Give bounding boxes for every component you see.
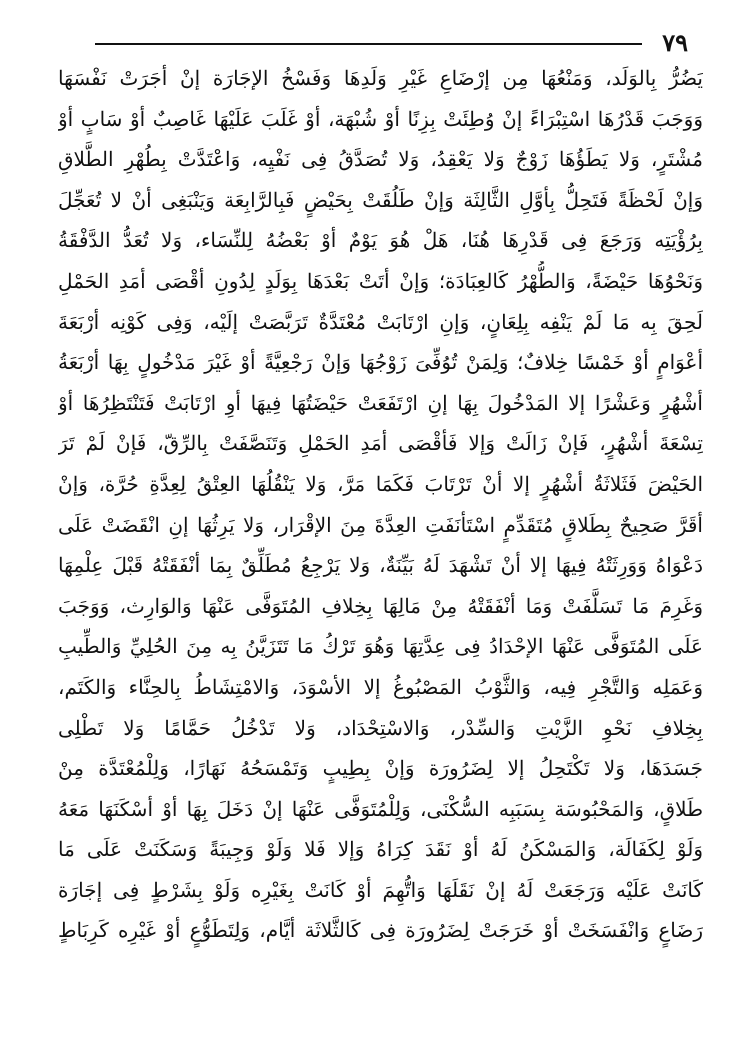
header-rule <box>95 43 642 45</box>
text-line: طَلاقٍ، وَالمَحْبُوسَة بِسَبَبِه السُّكْنَى، وَلِلْمُتَوَفَّى عَنْهَا إنْ دَخَلَ بِهَا أوْ أسْكَنَهَا مَعَهُ <box>58 796 703 821</box>
body-text <box>58 58 703 1018</box>
text-line: وَلَوْ لِكَفَالَة، وَالمَسْكَنُ لَهُ أوْ نَقَدَ كِرَاهُ وَإلا فَلا وَلَوْ وَجِيبَةً وَسَكَنَتْ عَلَى مَا <box>58 837 703 862</box>
text-line: رَضَاعٍ وَانْفَسَخَتْ أوْ خَرَجَتْ لِضَرُورَة فِى كَالثَّلاثَة أيَّام، وَلِتَطَوُّعٍ أوْ غَيْرِه كَرِبَاطٍ <box>58 918 703 943</box>
text-line: وَعَمَلِه وَالتَّجْرِ فِيه، وَالثَّوْبُ المَصْبُوغُ إلا الأسْوَدَ، وَالامْتِشَاطُ بِالحِنَّاء وَالكَتَم، <box>58 674 703 699</box>
text-line: جَسَدَهَا، وَلا تَكْتَحِلُ إلا لِضَرُورَة وَإنْ بِطِيبٍ وَتَمْسَحُهُ نَهَارًا، وَلِلْمُعْتَدَّة مِنْ <box>58 756 703 781</box>
text-line: وَغَرِمَ مَا تَسَلَّفَتْ وَمَا أنْفَقَتْهُ مِنْ مَالِهَا بِخِلافِ المُتَوَفَّى عَنْهَا وَالوَارِث، وَوَجَبَ <box>58 593 703 618</box>
text-line: مُشْتَرٍ، وَلا يَطَؤُهَا زَوْجٌ وَلا يَعْقِدُ، وَلا تُصَدَّقُ فِى نَفْيِه، وَاعْتَدَّتْ بِطُهْرِ الطَّلاقِ <box>58 147 703 172</box>
page-header <box>95 26 688 60</box>
text-line: أشْهُرٍ وَعَشْرًا إلا المَدْخُولَ بِهَا إنِ ارْتَفَعَتْ حَيْضَتُهَا فِيهَا أوِ ارْتَابَتْ فَتَنْتَظِرُهَا أوْ <box>58 390 703 415</box>
text-line: دَعْوَاهُ وَوَرِثَتْهُ فِيهَا إلا أنْ تَشْهَدَ لَهُ بَيِّنَةٌ، وَلا يَرْجِعُ مُطَلِّقٌ بِمَا أنْفَقَتْهُ قَبْلَ عِلْمِهَا <box>58 553 703 578</box>
text-line: عَلَى المُتَوَفَّى عَنْهَا الإحْدَادُ فِى عِدَّتِهَا وَهُوَ تَرْكُ مَا تَتَزَيَّنُ بِه مِنَ الحُلِيِّ وَالطِّيبِ <box>58 634 703 659</box>
text-line: أعْوَامٍ أوْ خَمْسًا خِلافٌ؛ وَلِمَنْ تُوُفِّىَ زَوْجُهَا وَإنْ رَجْعِيَّةً أوْ غَيْرَ مَدْخُولٍ بِهَا أرْبَعَةُ <box>58 350 703 375</box>
text-line: وَوَجَبَ قَدْرُهَا اسْتِبْرَاءً إنْ وُطِئَتْ بِزِنًا أوْ شُبْهَة، أوْ غَلَبَ عَلَيْهَا غَاصِبٌ أوْ سَابٍ أوْ <box>58 106 703 131</box>
text-line: تِسْعَةَ أشْهُرٍ، فَإنْ زَالَتْ وَإلا فَأقْصَى أمَدِ الحَمْلِ وَتَنَصَّفَتْ بِالرِّقّ، فَإنْ لَمْ تَرَ <box>58 431 703 456</box>
text-line: بِرُؤْيَتِه وَرَجَعَ فِى قَدْرِهَا هُنَا، هَلْ هُوَ يَوْمٌ أوْ بَعْضُهُ لِلنِّسَاء، وَلا تُعَدُّ الدَّفْقَةُ <box>58 228 703 253</box>
text-line: وَإنْ لَحْظَةً فَتَحِلُّ بِأوَّلِ الثَّالِثَة وَإنْ طَلُقَتْ بِحَيْضٍ فَبِالرَّابِعَة وَيَنْبَغِى أنْ لا تُعَجِّلَ <box>58 187 703 212</box>
text-line: بِخِلافِ نَحْوِ الزَّيْتِ وَالسِّدْر، وَالاسْتِحْدَاد، وَلا تَدْخُلُ حَمَّامًا وَلا تَطْلِى <box>58 715 703 740</box>
text-line: الحَيْضَ فَثَلاثَةُ أشْهُرٍ إلا أنْ تَرْتَابَ فَكَمَا مَرَّ، وَلا يَنْقُلُهَا العِتْقُ لِعِدَّةِ حُرَّة، وَإنْ <box>58 471 703 496</box>
text-line: لَحِقَ بِه مَا لَمْ يَنْفِه بِلِعَانٍ، وَإنِ ارْتَابَتْ مُعْتَدَّةٌ تَرَبَّصَتْ إلَيْه، وَفِى كَوْنِه أرْبَعَةَ <box>58 309 703 334</box>
text-line: وَنَحْوُهَا حَيْضَةً، وَالطُّهْرُ كَالعِبَادَة؛ وَإنْ أتَتْ بَعْدَهَا بِوَلَدٍ لِدُونِ أقْصَى أمَدِ الحَمْلِ <box>58 268 703 293</box>
text-line: كَانَتْ عَلَيْه وَرَجَعَتْ لَهُ إنْ نَقَلَهَا وَاتُّهِمَ أوْ كَانَتْ بِغَيْرِه وَلَوْ بِشَرْطٍ فِى إجَارَة <box>58 877 703 902</box>
text-line: أقَرَّ صَحِيحٌ بِطَلاقٍ مُتَقَدِّمٍ اسْتَأنَفَتِ العِدَّةَ مِنَ الإقْرَار، وَلا يَرِثُهَا إنِ انْقَضَتْ عَلَى <box>58 512 703 537</box>
text-line: يَضُرُّ بِالوَلَد، وَمَنْعُهَا مِن إرْضَاعِ غَيْرِ وَلَدِهَا وَفَسْخُ الإجَارَة إنْ أجَرَتْ نَفْسَهَا <box>58 66 703 90</box>
page-number: ٧٩ <box>662 28 688 57</box>
